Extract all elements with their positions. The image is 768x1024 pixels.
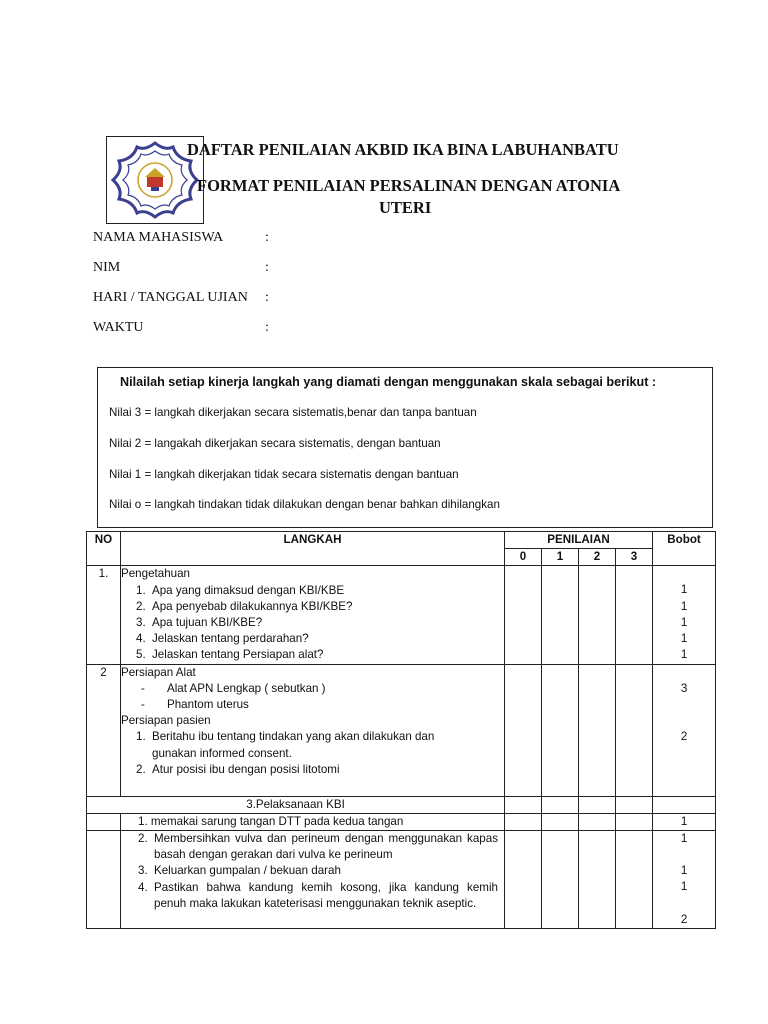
section-knowledge bbox=[121, 566, 505, 664]
list-item: 1. Apa yang dimaksud dengan KBI/KBE bbox=[136, 583, 345, 597]
document-title: DAFTAR PENILAIAN AKBID IKA BINA LABUHANBATU bbox=[187, 140, 619, 159]
score-header-3: 3 bbox=[616, 549, 653, 566]
nim-label: NIM bbox=[93, 260, 121, 275]
row-no: 1. bbox=[87, 566, 121, 664]
score-header-2: 2 bbox=[579, 549, 616, 566]
score-cell[interactable] bbox=[542, 566, 579, 664]
bobot-cell: 1 1 1 2 bbox=[653, 831, 716, 929]
score-cell[interactable] bbox=[505, 813, 542, 830]
score-cell[interactable] bbox=[505, 796, 542, 813]
list-item: 2. Apa penyebab dilakukannya KBI/KBE? bbox=[136, 599, 353, 613]
table-row bbox=[87, 566, 716, 664]
scale-line-2: Nilai 2 = langakah dikerjakan secara sistematis, dengan bantuan bbox=[109, 437, 441, 450]
score-cell[interactable] bbox=[542, 796, 579, 813]
list-item: - Alat APN Lengkap ( sebutkan ) bbox=[141, 681, 326, 695]
bobot-cell: 1 bbox=[653, 813, 716, 830]
score-cell[interactable] bbox=[579, 664, 616, 796]
list-item: 3. Apa tujuan KBI/KBE? bbox=[136, 616, 263, 630]
score-cell[interactable] bbox=[579, 813, 616, 830]
list-item: - Phantom uterus bbox=[141, 698, 249, 712]
table-row bbox=[87, 813, 716, 830]
form-title-line1: FORMAT PENILAIAN PERSALINAN DENGAN ATONIA bbox=[197, 176, 621, 195]
section-title: Pengetahuan bbox=[121, 567, 190, 581]
list-item: 2. Membersihkan vulva dan perineum dengan menggunakan kapas basah dengan gerakan dari vulva ke perineum bbox=[138, 832, 498, 862]
bobot-cell bbox=[653, 796, 716, 813]
table-row bbox=[87, 831, 716, 929]
student-name-colon: : bbox=[265, 230, 269, 245]
scale-line-0: Nilai o = langkah tindakan tidak dilakukan dengan benar bahkan dihilangkan bbox=[109, 498, 500, 511]
score-cell[interactable] bbox=[505, 831, 542, 929]
header-langkah: LANGKAH bbox=[121, 532, 505, 566]
exam-date-label: HARI / TANGGAL UJIAN bbox=[93, 290, 248, 305]
score-header-1: 1 bbox=[542, 549, 579, 566]
time-colon: : bbox=[265, 320, 269, 335]
list-item: 3. Keluarkan gumpalan / bekuan darah bbox=[138, 864, 341, 878]
section-preparation bbox=[121, 664, 505, 796]
row-no bbox=[87, 831, 121, 929]
score-cell[interactable] bbox=[505, 664, 542, 796]
scoring-scale-heading: Nilailah setiap kinerja langkah yang diamati dengan menggunakan skala sebagai berikut : bbox=[120, 375, 657, 389]
header-penilaian: PENILAIAN bbox=[505, 532, 653, 549]
list-item: 5. Jelaskan tentang Persiapan alat? bbox=[136, 648, 324, 662]
row-no: 2 bbox=[87, 664, 121, 796]
score-cell[interactable] bbox=[616, 813, 653, 830]
section-title: 3.Pelaksanaan KBI bbox=[87, 796, 505, 813]
score-cell[interactable] bbox=[579, 566, 616, 664]
row-no bbox=[87, 813, 121, 830]
scale-line-3: Nilai 3 = langkah dikerjakan secara sistematis,benar dan tanpa bantuan bbox=[109, 406, 477, 419]
nim-colon: : bbox=[265, 260, 269, 275]
score-cell[interactable] bbox=[616, 831, 653, 929]
score-cell[interactable] bbox=[542, 831, 579, 929]
section-title: Persiapan pasien bbox=[121, 714, 211, 728]
bobot-cell: 1 1 1 1 1 bbox=[653, 566, 716, 664]
time-label: WAKTU bbox=[93, 320, 144, 335]
assessment-table bbox=[86, 531, 716, 929]
bobot-cell: 3 2 bbox=[653, 664, 716, 796]
section-implementation bbox=[121, 831, 505, 929]
score-cell[interactable] bbox=[616, 664, 653, 796]
score-cell[interactable] bbox=[542, 664, 579, 796]
score-header-0: 0 bbox=[505, 549, 542, 566]
exam-date-colon: : bbox=[265, 290, 269, 305]
score-cell[interactable] bbox=[616, 566, 653, 664]
form-title-line2: UTERI bbox=[379, 198, 432, 217]
section-title: Persiapan Alat bbox=[121, 665, 196, 679]
table-row bbox=[87, 796, 716, 813]
list-item: 4. Pastikan bahwa kandung kemih kosong, jika kandung kemih penuh maka lakukan kateterisasi menggunakan teknik aseptic. bbox=[138, 880, 498, 910]
list-item: 1. Beritahu ibu tentang tindakan yang akan dilakukan dan gunakan informed consent. bbox=[136, 730, 435, 760]
list-item: 4. Jelaskan tentang perdarahan? bbox=[136, 632, 309, 646]
list-item: 1. memakai sarung tangan DTT pada kedua tangan bbox=[121, 813, 505, 830]
header-no: NO bbox=[87, 532, 121, 566]
score-cell[interactable] bbox=[579, 796, 616, 813]
score-cell[interactable] bbox=[542, 813, 579, 830]
score-cell[interactable] bbox=[616, 796, 653, 813]
score-cell[interactable] bbox=[505, 566, 542, 664]
score-cell[interactable] bbox=[579, 831, 616, 929]
table-row bbox=[87, 664, 716, 796]
list-item: 2. Atur posisi ibu dengan posisi litotomi bbox=[136, 762, 340, 776]
scale-line-1: Nilai 1 = langkah dikerjakan tidak secara sistematis dengan bantuan bbox=[109, 468, 459, 481]
header-bobot: Bobot bbox=[653, 532, 716, 566]
student-name-label: NAMA MAHASISWA bbox=[93, 230, 224, 245]
